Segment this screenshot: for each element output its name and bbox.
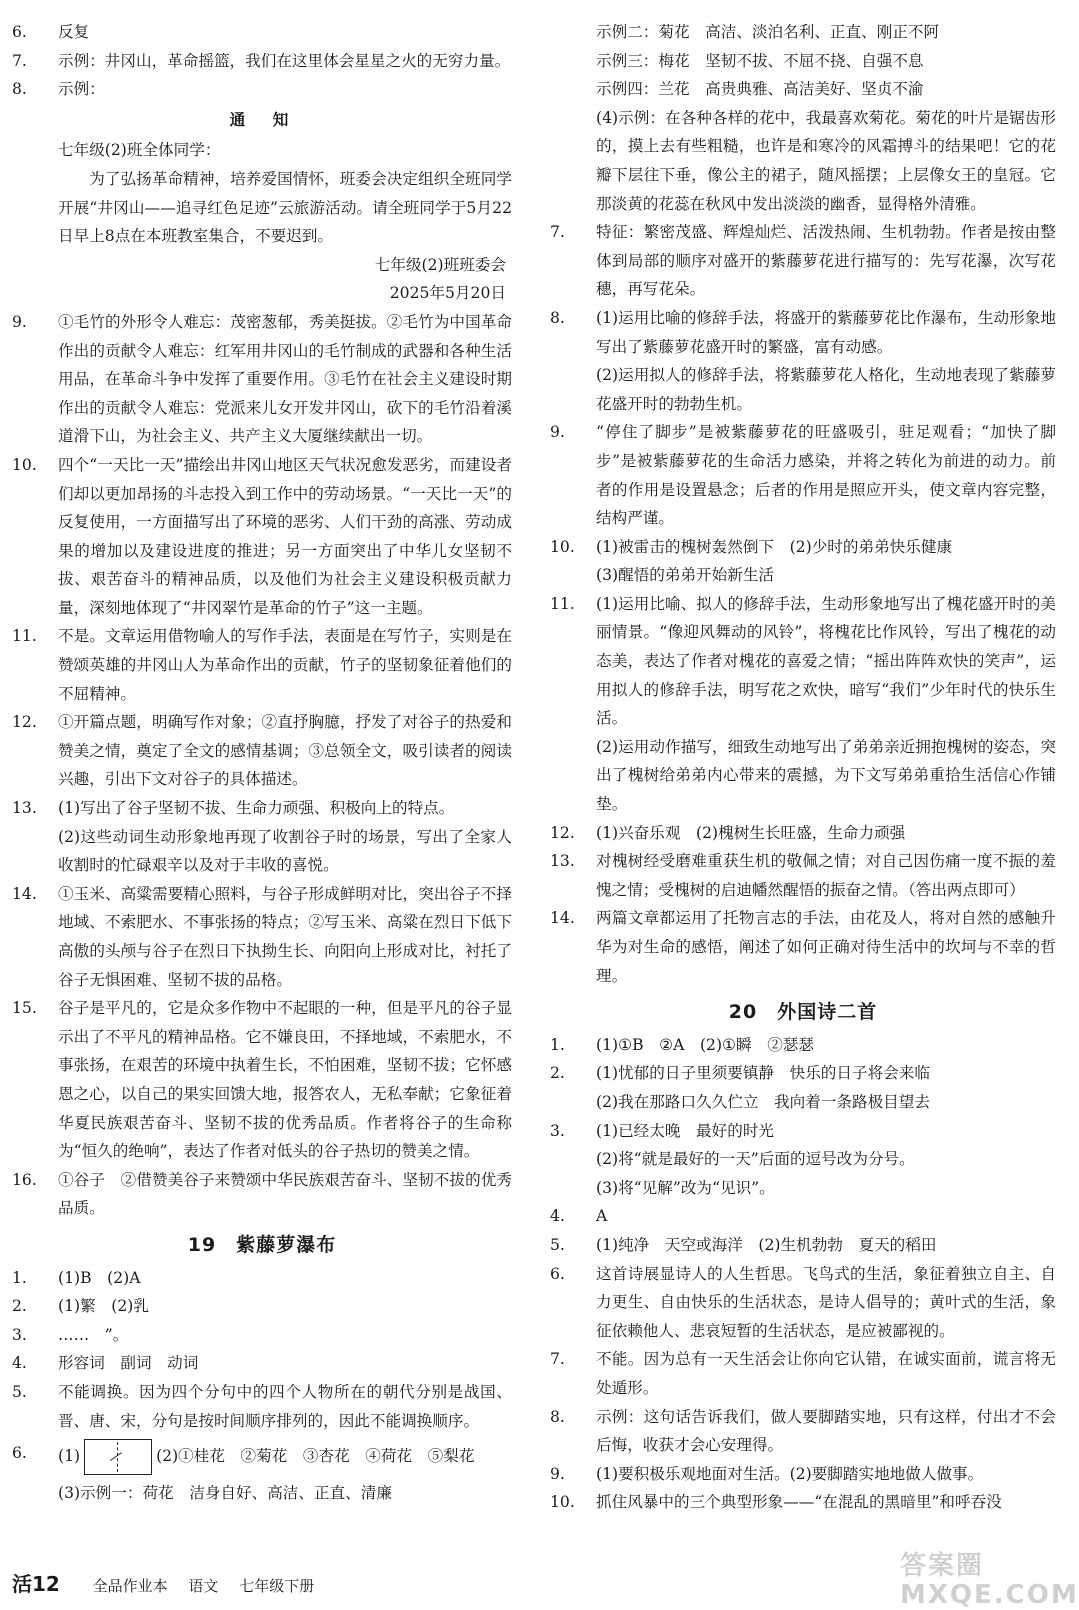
answer-item: 9. “停住了脚步”是被紫藤萝花的旺盛吸引，驻足观看；“加快了脚步”是被紫藤萝花的生命活力感染，并将之转化为前进的动力。前者的作用是设置悬念；后者的作用是照应开头，使文章内容完整，结构严谨。 — [550, 423, 1056, 528]
answer-item: 6. (1) (2)①桂花 ②菊花 ③杏花 ④荷花 ⑤梨花 (3)示例一：荷花 洁身自好、高洁、正直、清廉 — [12, 1439, 512, 1508]
answer-item: 8. 示例： — [12, 80, 105, 99]
answer-item: 9. ①毛竹的外形令人难忘：茂密葱郁，秀美挺拔。②毛竹为中国革命作出的贡献令人难忘：红军用井冈山的毛竹制成的武器和各种生活用品，在革命斗争中发挥了重要作用。③毛竹在社会主义建设时期作出的贡献令人难忘：党派来儿女开发井冈山，砍下的毛竹沿着溪道滑下山，为社会主义、共产主义大厦继续献出一切。 — [12, 312, 512, 446]
answer-item: 1. (1)①B ②A (2)①瞬 ②瑟瑟 — [550, 1035, 814, 1054]
answer-item: 15. 谷子是平凡的，它是众多作物中不起眼的一种，但是平凡的谷子显示出了不平凡的精神品格。它不嫌良田，不择地域，不索肥水，不事张扬，在艰苦的环境中执着生长，不怕困难，坚韧不拔；它怀感恩之心，以自己的果实回馈大地，报答农人，无私奉献；它象征着华夏民族艰苦奋斗、坚韧不拔的优秀品质。作者将谷子的生命称为“恒久的绝响”，表达了作者对低头的谷子热切的赞美之情。 — [12, 999, 512, 1161]
answer-item: 12. (1)兴奋乐观 (2)槐树生长旺盛，生命力顽强 — [550, 823, 906, 842]
subject: 语文 — [188, 1577, 219, 1595]
answer-item: 13. (1)写出了谷子坚韧不拔、生命力顽强、积极向上的特点。 (2)这些动词生动形象地再现了收割谷子时的场景，写出了全家人收割时的忙碌艰辛以及对于丰收的喜悦。 — [12, 799, 512, 875]
answer-item: 7. 示例：井冈山，革命摇篮，我们在这里体会星星之火的无穷力量。 — [12, 51, 511, 70]
page-number: 活12 — [12, 1572, 60, 1596]
answer-item-6-4: (4)示例：在各种各样的花中，我最喜欢菊花。菊花的叶片是锯齿形的，摸上去有些粗糙，也许是和寒冷的风霜搏斗的结果吧！它的花瓣下层往下垂，像公主的裙子，随风摇摆；上层像女王的皇冠。它那淡黄的花蕊在秋风中发出淡淡的幽香，显得格外清雅。 — [596, 108, 1056, 213]
right-column — [550, 18, 1056, 1517]
answer-item: 10. 抓住风暴中的三个典型形象——“在混乱的黑暗里”和呼吞没 — [550, 1493, 1002, 1512]
answer-item: 8. (1)运用比喻的修辞手法，将盛开的紫藤萝花比作瀑布，生动形象地写出了紫藤萝花盛开时的繁盛，富有动感。 (2)运用拟人的修辞手法，将紫藤萝花人格化，生动地表现了紫藤萝花盛开时的勃勃生机。 — [550, 308, 1056, 413]
answer-item: 10. 四个“一天比一天”描绘出井冈山地区天气状况愈发恶劣，而建设者们却以更加昂扬的斗志投入到工作中的劳动场景。“一天比一天”的反复使用，一方面描写出了环境的恶劣、人们干劲的高涨、劳动成果的增加以及建设进度的推进；另一方面突出了中华儿女坚韧不拔、艰苦奋斗的精神品质，以及他们为社会主义建设积极贡献力量，深刻地体现了“井冈翠竹是革命的竹子”这一主题。 — [12, 455, 512, 617]
answer-item: 2. (1)繁 (2)乳 — [12, 1297, 149, 1316]
notice-date: 2025年5月20日 — [389, 284, 506, 303]
answer-item: 4. A — [550, 1207, 608, 1226]
answer-item: 5. (1)纯净 天空或海洋 (2)生机勃勃 夏天的稻田 — [550, 1235, 937, 1254]
example-line: 示例二：菊花 高洁、淡泊名利、正直、刚正不阿 — [596, 23, 940, 41]
notice-salutation: 七年级(2)班全体同学： — [58, 141, 221, 160]
notice-body: 为了弘扬革命精神，培养爱国情怀，班委会决定组织全班同学开展“井冈山——追寻红色足迹”云旅游活动。请全班同学于5月22日早上8点在本班教室集合，不要迟到。 — [58, 169, 512, 246]
example-line: 示例四：兰花 高贵典雅、高洁美好、坚贞不渝 — [596, 80, 924, 99]
left-column — [12, 18, 512, 1508]
answer-item: 10. (1)被雷击的槐树轰然倒下 (2)少时的弟弟快乐健康 (3)醒悟的弟弟开始新生活 — [550, 537, 953, 585]
answer-item: 7. 不能。因为总有一天生活会让你向它认错，在诚实面前，谎言将无处遁形。 — [550, 1350, 1056, 1397]
notice-title: 通 知 — [229, 109, 295, 129]
answer-item: 16. ①谷子 ②借赞美谷子来赞颂中华民族艰苦奋斗、坚韧不拔的优秀品质。 — [12, 1170, 512, 1218]
answer-item: 12. ①开篇点题，明确写作对象；②直抒胸臆，抒发了对谷子的热爱和赞美之情，奠定了全文的感情基调；③总领全文，吸引读者的阅读兴趣，引出下文对谷子的具体描述。 — [12, 713, 512, 789]
answer-item: 3. …… ”。 — [12, 1325, 129, 1344]
answer-item: 11. 不是。文章运用借物喻人的写作手法，表面是在写竹子，实则是在赞颂英雄的井冈山人为革命作出的贡献，竹子的坚韧象征着他们的不屈精神。 — [12, 627, 512, 703]
answer-item: 14. 两篇文章都运用了托物言志的手法，由花及人，将对自然的感触升华为对生命的感悟，阐述了如何正确对待生活中的坎坷与不幸的哲理。 — [550, 909, 1056, 985]
grade: 七年级下册 — [239, 1577, 315, 1595]
watermark-logo: 答案圈 MXQE.COM — [900, 1551, 1079, 1610]
book-title: 全品作业本 — [92, 1577, 168, 1595]
answer-item: 14. ①玉米、高粱需要精心照料，与谷子形成鲜明对比，突出谷子不择地域、不索肥水、不事张扬的特点；②写玉米、高粱在烈日下低下高傲的头颅与谷子在烈日下执拗生长、向阳向上形成对比，衬托了谷子无惧困难、坚韧不拔的品格。 — [12, 884, 512, 989]
answer-item: 9. (1)要积极乐观地面对生活。(2)要脚踏实地地做人做事。 — [550, 1464, 984, 1483]
page-footer — [12, 1570, 612, 1601]
character-grid-diagram — [84, 1439, 152, 1475]
answer-item: 4. 形容词 副词 动词 — [12, 1354, 199, 1373]
answer-item: 8. 示例：这句话告诉我们，做人要脚踏实地，只有这样，付出才不会后悔，收获才会心安理得。 — [550, 1407, 1056, 1455]
notice-signature: 七年级(2)班班委会 — [374, 255, 506, 274]
answer-item: 1. (1)B (2)A — [12, 1268, 141, 1287]
answer-item: 5. 不能调换。因为四个分句中的四个人物所在的朝代分别是战国、晋、唐、宋，分句是按时间顺序排列的，因此不能调换顺序。 — [12, 1382, 512, 1430]
example-line: 示例三：梅花 坚韧不拔、不屈不挠、自强不息 — [596, 51, 924, 70]
section-title-19: 19 紫藤萝瀑布 — [187, 1233, 337, 1256]
answer-item: 13. 对槐树经受磨难重获生机的敬佩之情；对自己因伤痛一度不振的羞愧之情；受槐树的启迪幡然醒悟的振奋之情。（答出两点即可） — [550, 852, 1056, 899]
answer-item: 11. (1)运用比喻、拟人的修辞手法，生动形象地写出了槐花盛开时的美丽情景。“像迎风舞动的风铃”，将槐花比作风铃，写出了槐花的动态美，表达了作者对槐花的喜爱之情；“摇出阵阵欢快的笑声”，运用拟人的修辞手法，明写花之欢快，暗写“我们”少年时代的快乐生活。 (2)运用动作描写，细致生动地写出了弟弟亲近拥抱槐树的姿态，突出了槐树给弟弟内心带来的震撼，为下文写弟弟重拾生活信心作铺垫。 — [550, 594, 1056, 814]
section-title-20: 20 外国诗二首 — [728, 1001, 878, 1024]
answer-item: 3. (1)已经太晚 最好的时光 (2)将“就是最好的一天”后面的逗号改为分号。 (3)将“见解”改为“见识”。 — [550, 1121, 915, 1197]
answer-item: 6. 这首诗展显诗人的人生哲思。飞鸟式的生活，象征着独立自主、自力更生、自由快乐的生活状态，是诗人倡导的；黄叶式的生活，象征依赖他人、悲哀短暂的生活状态，是应被鄙视的。 — [550, 1264, 1056, 1340]
answer-item: 2. (1)忧郁的日子里须要镇静 快乐的日子将会来临 (2)我在那路口久久伫立 我向着一条路极目望去 — [550, 1064, 930, 1111]
answer-item: 7. 特征：繁密茂盛、辉煌灿烂、活泼热闹、生机勃勃。作者是按由整体到局部的顺序对盛开的紫藤萝花进行描写的：先写花瀑，次写花穗，再写花朵。 — [550, 223, 1056, 299]
answer-item: 6. 反复 — [12, 23, 90, 41]
